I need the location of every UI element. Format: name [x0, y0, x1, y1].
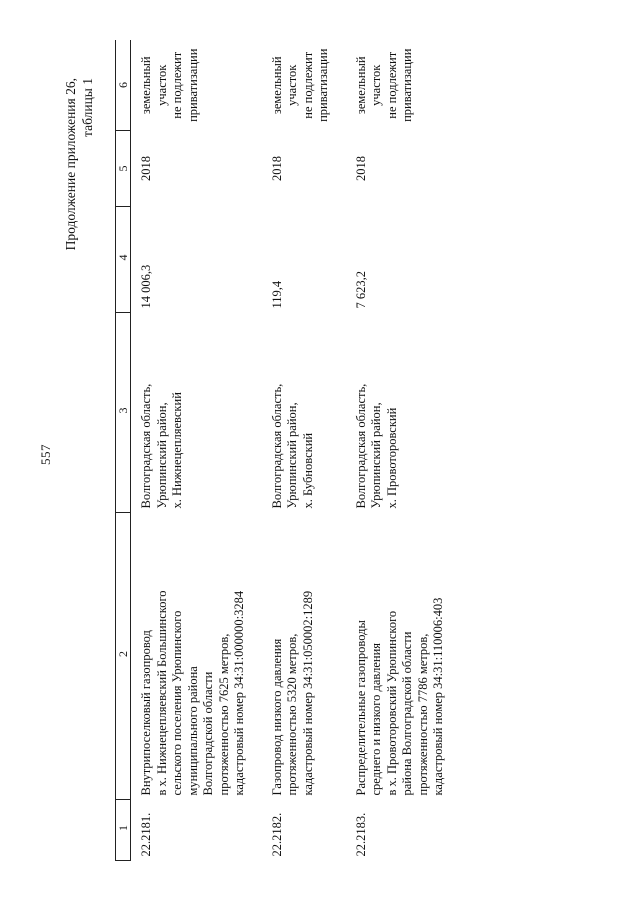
column-number-6: 6	[116, 40, 131, 131]
row-year: 2018	[353, 156, 368, 181]
row-note: земельный участок не подлежит приватизации	[269, 48, 330, 122]
column-number-5: 5	[116, 131, 131, 207]
row-description: Внутрипоселковый газопровод в х. Нижнецепляевский Большинского сельского поселения Урюпинского муниципального района Волгоградской области протяженностью 7625 метров, кадастровый номер 34:31:000000:3284	[139, 590, 246, 796]
row-note: земельный участок не подлежит приватизации	[139, 48, 200, 122]
row-description: Газопровод низкого давления протяженностью 5320 метров, кадастровый номер 34:31:050002:1289	[269, 590, 315, 796]
row-id: 22.2181.	[139, 812, 153, 857]
row-year: 2018	[139, 156, 153, 181]
table-row	[346, 40, 461, 861]
row-description: Распределительные газопроводы среднего и низкого давления в х. Провоторовский Урюпинского района Волгоградской области протяженностью 7786 метров, кадастровый номер 34:31:110006:403	[353, 597, 445, 796]
column-number-2: 2	[116, 513, 131, 800]
row-location: Волгоградская область, Урюпинский район, х. Нижнецепляевский	[139, 383, 184, 509]
column-number-row	[116, 40, 131, 861]
page-number: 557	[38, 444, 53, 465]
row-location: Волгоградская область, Урюпинский район, х. Бубновский	[269, 383, 315, 509]
table-row	[262, 40, 346, 861]
row-year: 2018	[269, 156, 284, 181]
row-location: Волгоградская область, Урюпинский район, х. Провоторовский	[353, 383, 399, 509]
row-id: 22.2183.	[353, 812, 368, 857]
row-value: 7 623,2	[353, 271, 368, 309]
continuation-caption	[62, 78, 96, 250]
row-note: земельный участок не подлежит приватизации	[353, 48, 414, 122]
property-table	[115, 40, 461, 861]
table-row	[131, 40, 262, 861]
column-number-4: 4	[116, 207, 131, 313]
row-value: 14 006,3	[139, 264, 153, 309]
continuation-line-1: Продолжение приложения 26,	[63, 78, 78, 251]
row-id: 22.2182.	[269, 812, 284, 857]
column-number-1: 1	[116, 800, 131, 861]
continuation-line-2: таблицы 1	[80, 78, 95, 137]
column-number-3: 3	[116, 313, 131, 513]
row-value: 119,4	[269, 280, 284, 309]
